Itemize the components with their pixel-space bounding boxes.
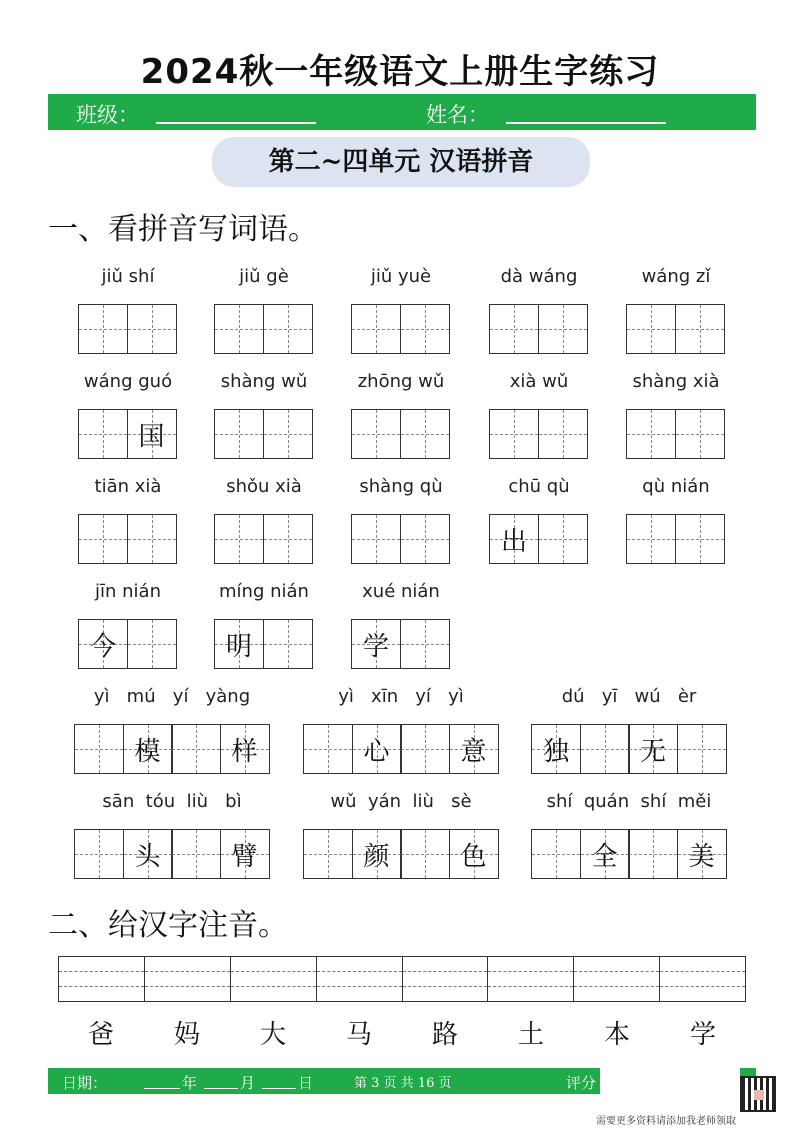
year-label: 年 (182, 1074, 198, 1092)
word-pinyin: wáng guó (83, 371, 173, 392)
grid-cell[interactable] (677, 829, 727, 879)
guide-line (145, 986, 230, 987)
given-char (264, 620, 312, 668)
tian-grid-4 (303, 829, 499, 879)
given-char: 模 (134, 736, 161, 767)
tian-grid (626, 514, 725, 564)
given-char: 臂 (231, 841, 258, 872)
grid-cell[interactable] (400, 304, 450, 354)
tian-grid (626, 409, 725, 459)
grid-cell[interactable] (123, 724, 173, 774)
given-char (676, 305, 724, 353)
grid-cell[interactable] (78, 409, 128, 459)
section2-title: 二、给汉字注音。 (48, 908, 288, 943)
header-bar (48, 94, 756, 130)
grid-cell[interactable] (263, 409, 313, 459)
idiom-pinyin: sān tóu liù bì (102, 791, 242, 812)
given-char (627, 515, 675, 563)
hanzi-row (58, 1014, 746, 1051)
grid-cell[interactable] (628, 724, 678, 774)
grid-cell[interactable] (78, 304, 128, 354)
idiom-pinyin: yì xīn yí yì (338, 686, 464, 707)
word-pinyin: qù nián (642, 476, 710, 497)
guide-line (574, 986, 659, 987)
word-pinyin: jīn nián (95, 581, 161, 602)
date-label: 日期： (62, 1074, 108, 1092)
guide-line (231, 971, 316, 972)
tian-grid (626, 304, 725, 354)
grid-cell[interactable] (220, 724, 270, 774)
given-char (128, 305, 176, 353)
given-char: 明 (225, 631, 252, 662)
given-char (678, 725, 726, 773)
given-char (490, 410, 538, 458)
given-char (75, 830, 123, 878)
grid-cell[interactable] (78, 514, 128, 564)
given-char (539, 305, 587, 353)
given-char (264, 515, 312, 563)
grid-cell[interactable] (538, 514, 588, 564)
tian-grid (489, 409, 588, 459)
given-char: 美 (688, 841, 715, 872)
given-char (215, 515, 263, 563)
given-char (676, 515, 724, 563)
given-char: 样 (231, 736, 258, 767)
grid-cell[interactable] (263, 514, 313, 564)
word-pinyin: wáng zǐ (641, 266, 711, 287)
score-label: 评分 (566, 1074, 597, 1092)
word-pinyin: míng nián (219, 581, 309, 602)
section1-title: 一、看拼音写词语。 (48, 212, 318, 247)
grid-cell[interactable] (214, 619, 264, 669)
given-char (304, 830, 352, 878)
tian-grid (351, 514, 450, 564)
grid-cell[interactable] (303, 724, 353, 774)
tian-grid-4 (74, 724, 270, 774)
grid-cell[interactable] (675, 409, 725, 459)
grid-cell[interactable] (580, 724, 630, 774)
grid-cell[interactable] (214, 514, 264, 564)
grid-cell[interactable] (171, 724, 221, 774)
tian-grid-4 (531, 724, 727, 774)
hanzi-char: 路 (431, 1020, 458, 1050)
class-label: 班级： (76, 103, 139, 127)
unit-title: 第二~四单元 汉语拼音 (212, 137, 590, 187)
pinyin-cell[interactable] (230, 957, 316, 1001)
given-char (629, 830, 677, 878)
given-char: 心 (363, 736, 390, 767)
word-pinyin: dà wáng (500, 266, 578, 287)
tian-grid (78, 514, 177, 564)
given-char (215, 410, 263, 458)
grid-cell[interactable] (628, 829, 678, 879)
pinyin-cell[interactable] (59, 957, 144, 1001)
given-char (581, 725, 629, 773)
grid-cell[interactable] (74, 829, 124, 879)
pinyin-cell[interactable] (316, 957, 402, 1001)
grid-cell[interactable] (74, 724, 124, 774)
grid-cell[interactable] (400, 724, 450, 774)
tian-grid (351, 304, 450, 354)
grid-cell[interactable] (538, 409, 588, 459)
given-char (264, 410, 312, 458)
idiom-pinyin: wǔ yán liù sè (330, 791, 472, 812)
given-char (676, 410, 724, 458)
grid-cell[interactable] (352, 724, 402, 774)
tian-grid (489, 304, 588, 354)
given-char (79, 305, 127, 353)
given-char (401, 725, 449, 773)
name-blank[interactable] (506, 122, 666, 124)
word-pinyin: xià wǔ (509, 371, 569, 392)
word-pinyin: jiǔ yuè (370, 266, 432, 287)
name-label: 姓名： (426, 103, 489, 127)
tian-grid (489, 514, 588, 564)
grid-cell[interactable] (538, 304, 588, 354)
given-char (172, 725, 220, 773)
word-pinyin: tiān xià (94, 476, 162, 497)
pinyin-cell[interactable] (573, 957, 659, 1001)
grid-cell[interactable] (449, 829, 499, 879)
given-char (128, 515, 176, 563)
guide-line (488, 986, 573, 987)
guide-line (403, 986, 488, 987)
grid-cell[interactable] (220, 829, 270, 879)
grid-cell[interactable] (626, 514, 676, 564)
given-char (401, 515, 449, 563)
guide-line (59, 986, 144, 987)
given-char (490, 305, 538, 353)
grid-cell[interactable] (303, 829, 353, 879)
word-pinyin: shàng xià (632, 371, 720, 392)
guide-line (317, 986, 402, 987)
hanzi-char: 学 (689, 1020, 716, 1050)
grid-cell[interactable] (127, 409, 177, 459)
given-char (79, 410, 127, 458)
given-char (215, 305, 263, 353)
grid-cell[interactable] (263, 304, 313, 354)
tian-grid (214, 304, 313, 354)
page-number: 第 3 页 共 16 页 (354, 1076, 452, 1091)
given-char: 学 (362, 631, 389, 662)
idiom-pinyin: dú yī wú èr (561, 686, 697, 707)
given-char (352, 515, 400, 563)
given-char (128, 620, 176, 668)
grid-cell[interactable] (489, 409, 539, 459)
given-char (532, 830, 580, 878)
day-label: 日 (298, 1074, 314, 1092)
tian-grid (78, 619, 177, 669)
guide-line (231, 986, 316, 987)
idiom-pinyin: shí quán shí měi (546, 791, 712, 812)
grid-cell[interactable] (214, 304, 264, 354)
grid-cell[interactable] (531, 724, 581, 774)
grid-cell[interactable] (675, 514, 725, 564)
tian-grid-4 (303, 724, 499, 774)
grid-cell[interactable] (580, 829, 630, 879)
tian-grid-4 (531, 829, 727, 879)
given-char (352, 305, 400, 353)
grid-cell[interactable] (531, 829, 581, 879)
day-blank[interactable] (262, 1088, 296, 1089)
idiom-pinyin: yì mú yí yàng (93, 686, 251, 707)
given-char (539, 515, 587, 563)
pinyin-cell[interactable] (659, 957, 745, 1001)
tian-grid (214, 409, 313, 459)
hanzi-char: 本 (603, 1020, 630, 1050)
guide-line (317, 971, 402, 972)
year-blank[interactable] (144, 1088, 180, 1089)
grid-cell[interactable] (400, 514, 450, 564)
footer-note: 需要更多资料请添加我老师领取 (596, 1116, 736, 1127)
grid-cell[interactable] (123, 829, 173, 879)
given-char (401, 830, 449, 878)
hanzi-char: 土 (517, 1020, 544, 1050)
tian-grid (214, 619, 313, 669)
given-char: 全 (591, 841, 618, 872)
guide-line (488, 971, 573, 972)
given-char (75, 725, 123, 773)
grid-cell[interactable] (675, 304, 725, 354)
grid-cell[interactable] (489, 304, 539, 354)
guide-line (59, 971, 144, 972)
given-char (401, 620, 449, 668)
month-blank[interactable] (204, 1088, 238, 1089)
word-pinyin: jiǔ shí (101, 266, 155, 287)
hanzi-char: 大 (259, 1020, 286, 1050)
grid-cell[interactable] (171, 829, 221, 879)
given-char (79, 515, 127, 563)
page-title: 2024秋一年级语文上册生字练习 (140, 52, 660, 92)
hanzi-char: 爸 (87, 1020, 114, 1050)
tian-grid-4 (74, 829, 270, 879)
qr-code-icon (740, 1076, 776, 1112)
given-char: 色 (460, 841, 487, 872)
given-char (352, 410, 400, 458)
tian-grid (78, 304, 177, 354)
pinyin-writing-box (58, 956, 746, 1002)
word-pinyin: shàng qù (359, 476, 443, 497)
grid-cell[interactable] (127, 619, 177, 669)
word-pinyin: zhōng wǔ (357, 371, 445, 392)
given-char (264, 305, 312, 353)
grid-cell[interactable] (352, 829, 402, 879)
grid-cell[interactable] (400, 409, 450, 459)
word-pinyin: chū qù (508, 476, 570, 497)
tian-grid (351, 619, 450, 669)
given-char: 意 (460, 736, 487, 767)
pinyin-cell[interactable] (487, 957, 573, 1001)
tian-grid (351, 409, 450, 459)
word-pinyin: jiǔ gè (239, 266, 289, 287)
grid-cell[interactable] (400, 619, 450, 669)
word-pinyin: shàng wǔ (220, 371, 308, 392)
guide-line (145, 971, 230, 972)
given-char: 出 (500, 526, 527, 557)
grid-cell[interactable] (351, 304, 401, 354)
given-char (172, 830, 220, 878)
given-char (539, 410, 587, 458)
grid-cell[interactable] (127, 304, 177, 354)
guide-line (660, 971, 745, 972)
grid-cell[interactable] (78, 619, 128, 669)
grid-cell[interactable] (449, 724, 499, 774)
given-char: 头 (134, 841, 161, 872)
grid-cell[interactable] (351, 619, 401, 669)
grid-cell[interactable] (263, 619, 313, 669)
hanzi-char: 妈 (173, 1020, 200, 1050)
given-char: 无 (639, 736, 666, 767)
grid-cell[interactable] (214, 409, 264, 459)
word-pinyin: xué nián (362, 581, 440, 602)
grid-cell[interactable] (127, 514, 177, 564)
given-char (401, 410, 449, 458)
grid-cell[interactable] (489, 514, 539, 564)
pinyin-cell[interactable] (144, 957, 230, 1001)
grid-cell[interactable] (677, 724, 727, 774)
grid-cell[interactable] (400, 829, 450, 879)
footer-cover (600, 1066, 740, 1096)
guide-line (660, 986, 745, 987)
word-pinyin: shǒu xià (226, 476, 302, 497)
grid-cell[interactable] (626, 409, 676, 459)
class-blank[interactable] (156, 122, 316, 124)
given-char: 颜 (363, 841, 390, 872)
pinyin-cell[interactable] (402, 957, 488, 1001)
given-char: 独 (542, 736, 569, 767)
given-char (627, 410, 675, 458)
given-char: 国 (138, 421, 165, 452)
tian-grid (214, 514, 313, 564)
guide-line (403, 971, 488, 972)
month-label: 月 (240, 1074, 256, 1092)
given-char (401, 305, 449, 353)
given-char: 今 (89, 631, 116, 662)
grid-cell[interactable] (626, 304, 676, 354)
tian-grid (78, 409, 177, 459)
given-char (627, 305, 675, 353)
grid-cell[interactable] (351, 409, 401, 459)
grid-cell[interactable] (351, 514, 401, 564)
given-char (304, 725, 352, 773)
hanzi-char: 马 (345, 1020, 372, 1050)
guide-line (574, 971, 659, 972)
